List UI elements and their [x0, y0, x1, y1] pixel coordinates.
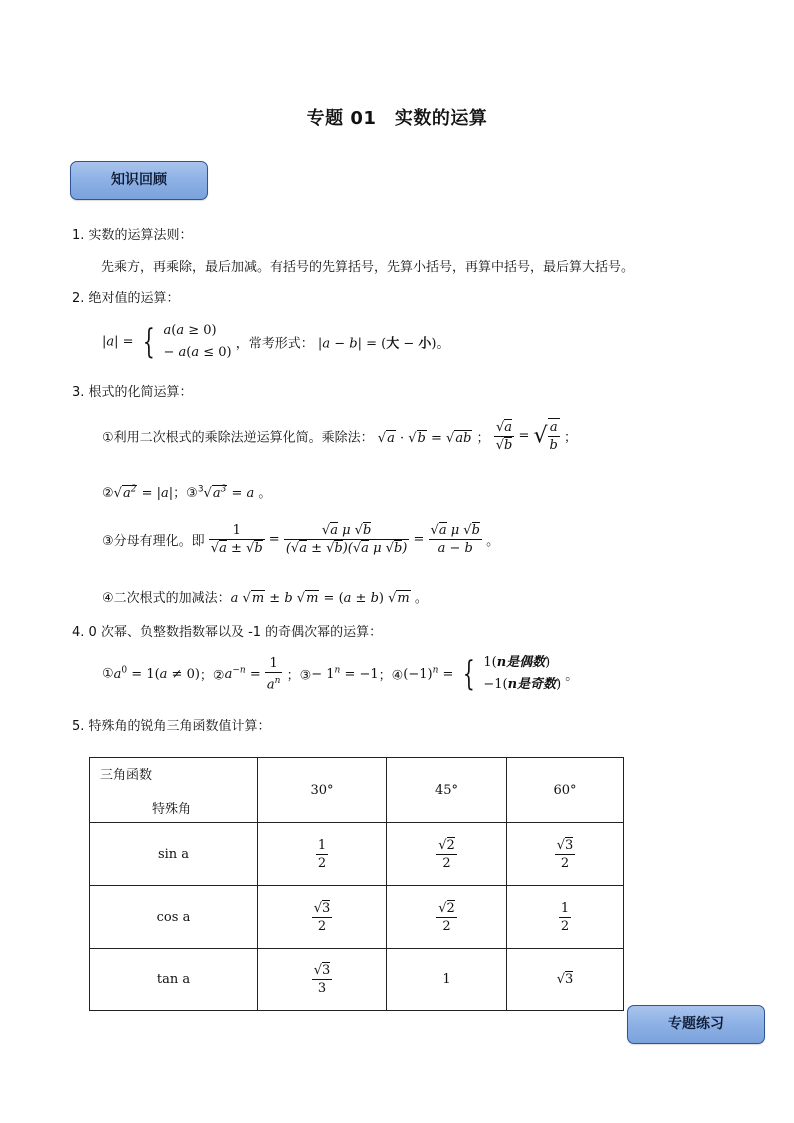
practice-pill-button[interactable]: 专题练习 — [627, 1005, 765, 1044]
table-row — [90, 886, 624, 949]
item2-heading: 2. 绝对值的运算： — [72, 291, 180, 306]
common-form-label: ，常考形式： — [235, 336, 314, 352]
item4-heading: 4. 0 次幂、负整数指数幂以及 -1 的奇偶次幂的运算： — [72, 625, 383, 640]
rationalize-line: ③分母有理化。即 $\frac{1}{√a \pm √b}$ = $\frac{\text{√a μ √b}}{\text{(√a ± √b)(√a μ √b)}}$ = $\frac{\text{√a μ √b}}{a - b}$ 。 — [102, 523, 500, 556]
corner-bottom-label: 特殊角 — [152, 802, 192, 817]
abs-value-formula: |a| = { a(a ≥ 0) − a(a ≤ 0) ，常考形式： |a − b| = (大 − 小)。 — [102, 322, 450, 362]
corner-top-label: 三角函数 — [100, 768, 153, 783]
angle-header-30: 30° — [258, 758, 387, 823]
radical-add-line: ④二次根式的加减法：a √m ± b √m = (a ± b) √m 。 — [102, 591, 428, 606]
row-label-tan: tan a — [90, 949, 258, 1011]
big-label: 大 — [386, 336, 400, 352]
item3-heading: 3. 根式的化简运算： — [72, 385, 193, 400]
angle-header-45: 45° — [387, 758, 507, 823]
row-label-cos: cos a — [90, 886, 258, 949]
row-label-sin: sin a — [90, 823, 258, 886]
cell-tan-60: √3 — [507, 949, 624, 1011]
table-row — [90, 949, 624, 1011]
power-rules-line: $①a^0 = 1(a \ne 0)$；$②a^{-n}$ = $\frac{1}{a^n}$ ；③− $1^n = -1$；$④(-1)^n$ = { 1(n是偶数) −1(n是奇数) 。 — [102, 654, 579, 694]
radical-mult-div-line: ①利用二次根式的乘除法逆运算化简。乘除法： √a · √b = √ab ； $\frac{√a}{√b}$ = √ $\frac{a}{b}$ ； — [102, 419, 578, 453]
cell-cos-60: $\frac{1}{2}$ — [507, 886, 624, 949]
cell-tan-45: 1 — [387, 949, 507, 1011]
page-title: 专题 01 实数的运算 — [306, 108, 488, 129]
item1-body: 先乘方，再乘除，最后加减。有括号的先算括号，先算小括号，再算中括号，最后算大括号。 — [101, 260, 635, 275]
rationalize-text: ③分母有理化。即 — [102, 534, 205, 549]
small-label: 小 — [418, 336, 432, 352]
cell-cos-30: $\frac{√3}{2}$ — [258, 886, 387, 949]
radical-line2: $②√a^2 = |a|$；$③^3√a^3 = a$ 。 — [102, 484, 272, 501]
trig-values-table — [89, 757, 624, 1011]
cell-cos-45: $\frac{√2}{2}$ — [387, 886, 507, 949]
angle-header-60: 60° — [507, 758, 624, 823]
cell-sin-45: $\frac{√2}{2}$ — [387, 823, 507, 886]
radical-line1-text: ①利用二次根式的乘除法逆运算化简。乘除法： — [102, 430, 374, 446]
cell-tan-30: $\frac{√3}{3}$ — [258, 949, 387, 1011]
table-corner-cell — [90, 758, 258, 823]
item5-heading: 5. 特殊角的锐角三角函数值计算： — [72, 719, 271, 734]
table-row — [90, 823, 624, 886]
section-pill-review[interactable]: 知识回顾 — [70, 161, 208, 200]
cell-sin-60: $\frac{√3}{2}$ — [507, 823, 624, 886]
item1-heading: 1. 实数的运算法则： — [72, 228, 193, 243]
cell-sin-30: $\frac{1}{2}$ — [258, 823, 387, 886]
